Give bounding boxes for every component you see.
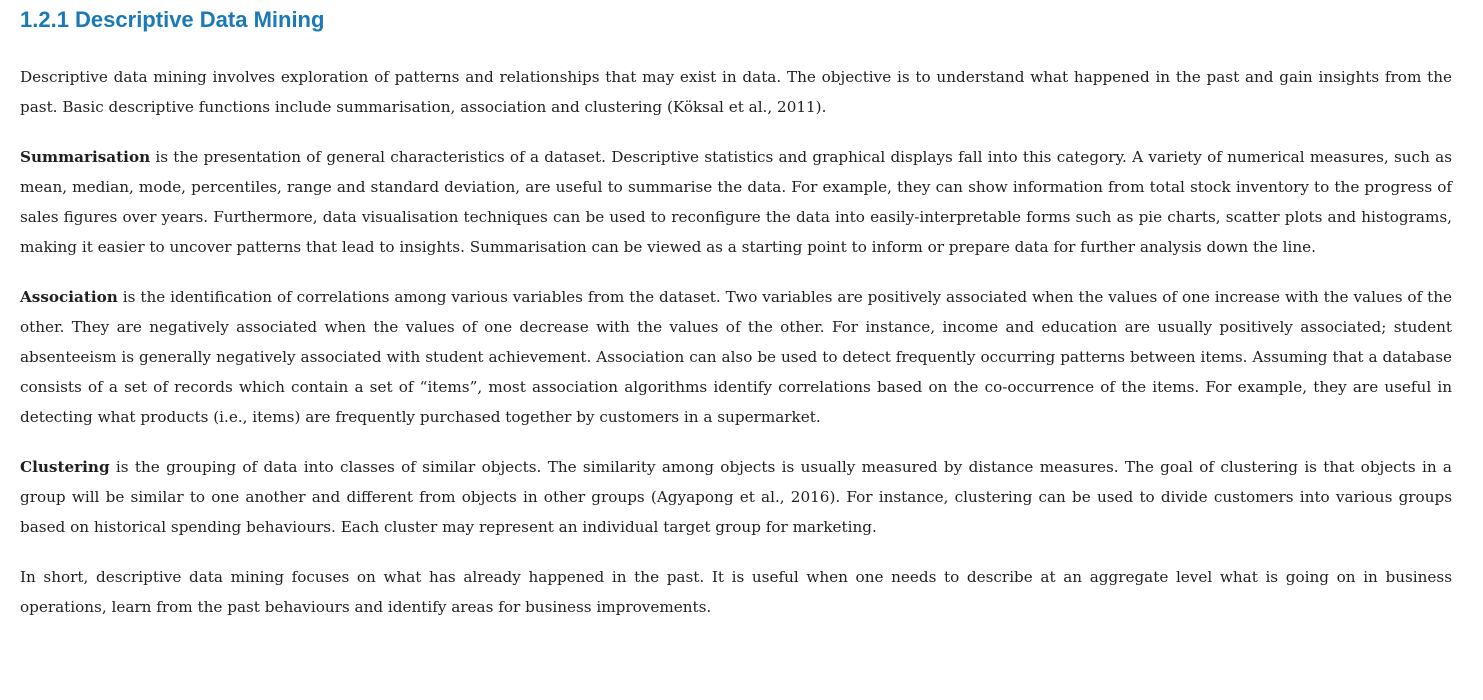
association-term: Association xyxy=(20,288,118,306)
intro-paragraph: Descriptive data mining involves exploration of patterns and relationships that may exist in data. The objective is to understand what happened in the past and gain insights from the past. Basic descriptive functions include summarisation, association and clustering (Köksal et al., 2011). xyxy=(20,68,1452,116)
summarisation-paragraph xyxy=(20,142,1452,262)
association-text: is the identification of correlations among various variables from the dataset. Two variables are positively associated when the values of one increase with the values of the other. They are negatively associated when the values of one decrease with the values of the other. For instance, income and education are usually positively associated; student absenteeism is generally negatively associated with student achievement. Association can also be used to detect frequently occurring patterns between items. Assuming that a database consists of a set of records which contain a set of “items”, most association algorithms identify correlations based on the co-occurrence of the items. For example, they are useful in detecting what products (i.e., items) are frequently purchased together by customers in a supermarket. xyxy=(20,288,1452,426)
clustering-text: is the grouping of data into classes of similar objects. The similarity among objects is usually measured by distance measures. The goal of clustering is that objects in a group will be similar to one another and different from objects in other groups (Agyapong et al., 2016). For instance, clustering can be used to divide customers into various groups based on historical spending behaviours. Each cluster may represent an individual target group for marketing. xyxy=(20,458,1452,536)
section-heading: 1.2.1 Descriptive Data Mining xyxy=(20,7,325,32)
clustering-paragraph xyxy=(20,452,1452,542)
summarisation-term: Summarisation xyxy=(20,148,151,166)
summarisation-text: is the presentation of general characteristics of a dataset. Descriptive statistics and graphical displays fall into this category. A variety of numerical measures, such as mean, median, mode, percentiles, range and standard deviation, are useful to summarise the data. For example, they can show information from total stock inventory to the progress of sales figures over years. Furthermore, data visualisation techniques can be used to reconfigure the data into easily-interpretable forms such as pie charts, scatter plots and histograms, making it easier to uncover patterns that lead to insights. Summarisation can be viewed as a starting point to inform or prepare data for further analysis down the line. xyxy=(20,148,1452,256)
association-paragraph xyxy=(20,282,1452,432)
document-page xyxy=(20,0,1452,622)
summary-paragraph: In short, descriptive data mining focuses on what has already happened in the past. It is useful when one needs to describe at an aggregate level what is going on in business operations, learn from the past behaviours and identify areas for business improvements. xyxy=(20,568,1452,616)
clustering-term: Clustering xyxy=(20,458,110,476)
